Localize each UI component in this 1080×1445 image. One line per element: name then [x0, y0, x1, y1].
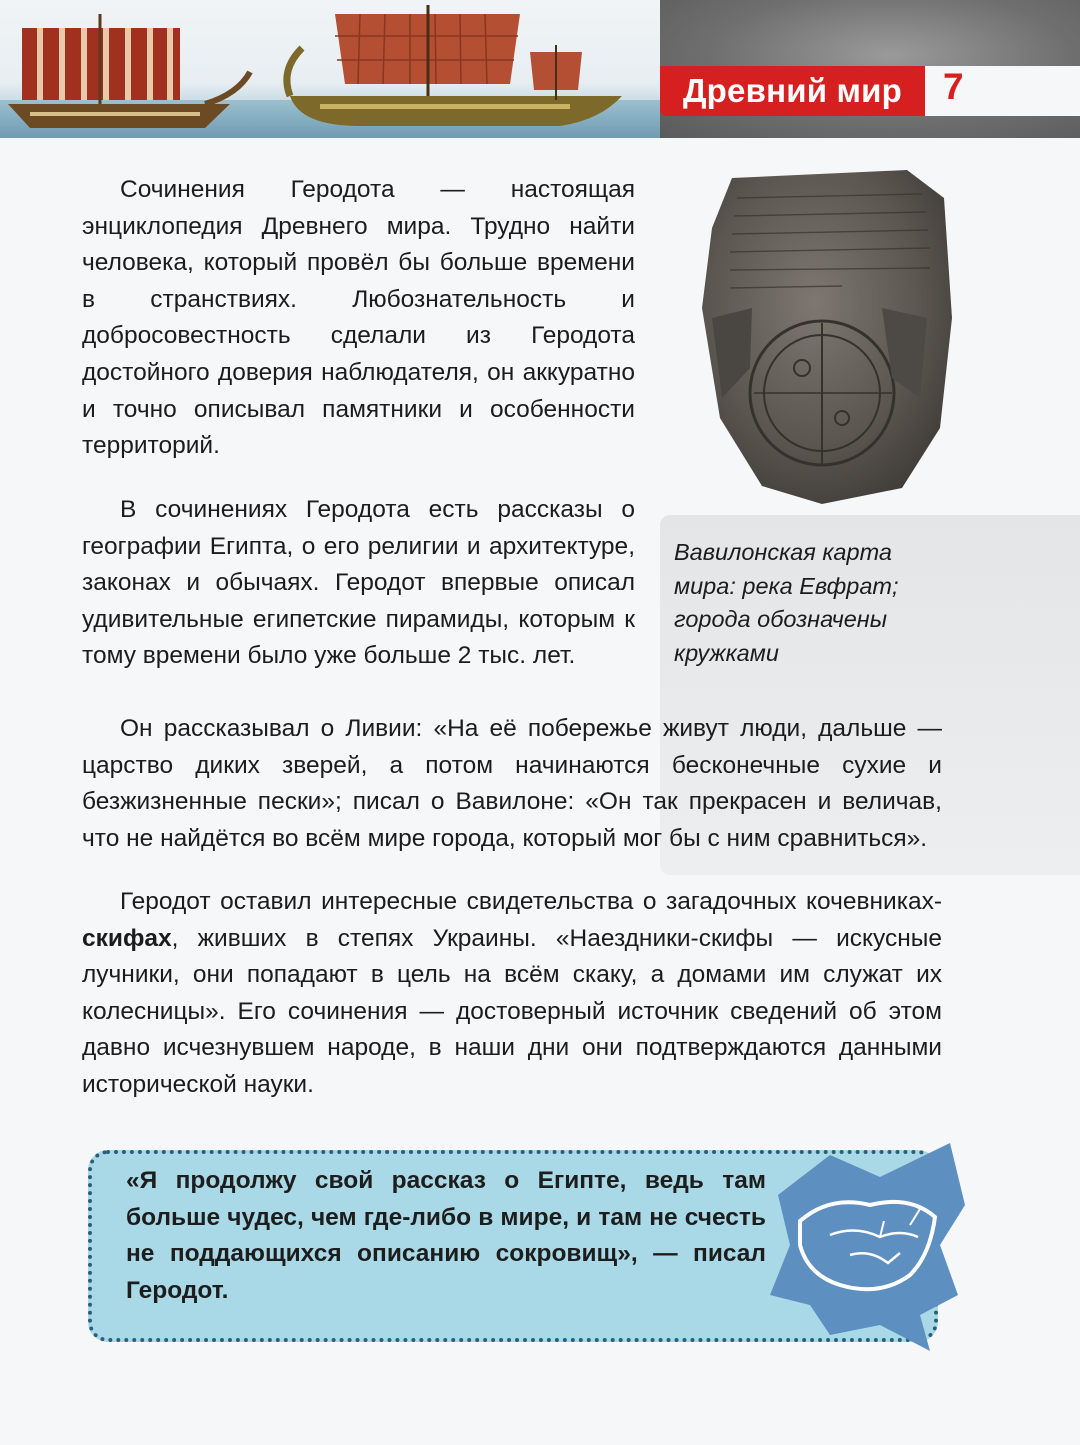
header-banner — [0, 0, 1080, 138]
herodotus-quote: «Я продолжу свой рассказ о Египте, ведь там больше чудес, чем где-либо в мире, и там не счесть не поддающихся описанию сокровищ», — писал Геродот. — [126, 1167, 766, 1304]
babylonian-map-tablet-image — [692, 168, 960, 508]
paragraph-1-text: Сочинения Геродота — настоящая энциклопедия Древнего мира. Трудно найти человека, который провёл бы больше времени в странствиях. Любознательность и добросовестность сделали из Геродота достойного доверия наблюдателя, он аккуратно и точно описывал памятники и особенности территорий. — [82, 176, 635, 460]
ancient-ships-illustration — [0, 0, 760, 138]
egypt-map-icon — [760, 1125, 970, 1355]
ship-center — [287, 5, 622, 126]
figure-caption: Вавилонская карта мира: река Евфрат; города обозначены кружками — [674, 539, 899, 666]
paragraph-2 — [82, 492, 635, 675]
scythians-highlight: скифах — [82, 924, 172, 952]
ship-left — [8, 14, 250, 128]
paragraph-1 — [82, 172, 635, 465]
section-title-tab: Древний мир — [660, 66, 925, 116]
page-number: 7 — [943, 66, 964, 107]
paragraph-3 — [82, 711, 942, 857]
paragraph-3-text: Он рассказывал о Ливии: «На её побережье живут люди, дальше — царство диких зверей, а потом начинаются бесконечные сухие и безжизненные пески»; писал о Вавилоне: «Он так прекрасен и величав, что не найдётся во всём мире города, который мог бы с ним сравниться». — [82, 715, 942, 852]
paragraph-4-after: , живших в степях Украины. «Наездники-скифы — искусные лучники, они попадают в цель на всём скаку, а домами им служат их колесницы». Его сочинения — достоверный источник сведений об этом давно исчезнувшем народе, в наши дни они подтверждаются данными исторической науки. — [82, 924, 942, 1098]
paragraph-2-text: В сочинениях Геродота есть рассказы о географии Египта, о его религии и архитектуре, законах и обычаях. Геродот впервые описал удивительные египетские пирамиды, которым к тому времени было уже больше 2 тыс. лет. — [82, 496, 635, 670]
paragraph-4-before: Геродот оставил интересные свидетельства о загадочных кочевниках- — [120, 888, 942, 915]
paragraph-4 — [82, 884, 942, 1104]
